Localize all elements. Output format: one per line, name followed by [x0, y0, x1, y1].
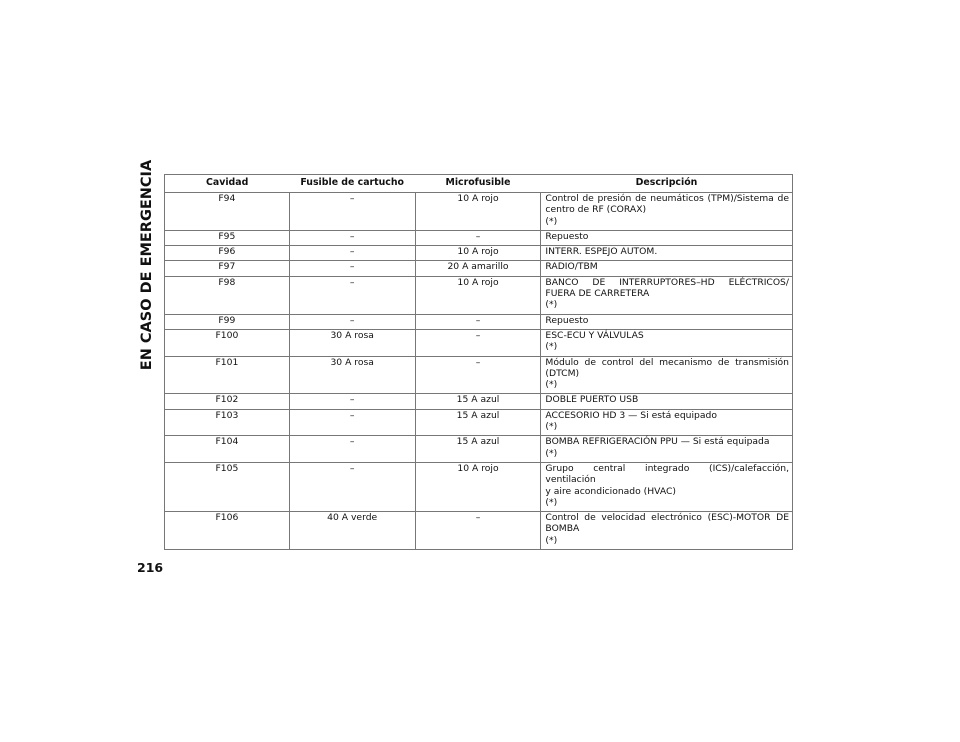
description-line: Módulo de control del mecanismo de transmisión [545, 356, 789, 368]
table-row [165, 394, 793, 409]
table-header-row [165, 175, 793, 193]
cell-micro-fuse: – [415, 512, 541, 550]
cell-cavity: F106 [165, 512, 290, 550]
description-line: BANCO DE INTERRUPTORES–HD ELÉCTRICOS/ [545, 276, 789, 288]
cell-micro-fuse: 10 A rojo [415, 246, 541, 261]
description-line: RADIO/TBM [545, 261, 598, 273]
cell-cavity: F104 [165, 436, 290, 463]
cell-cartridge-fuse: – [289, 314, 415, 329]
cell-description [541, 356, 793, 394]
cell-description [541, 436, 793, 463]
cell-cartridge-fuse: – [289, 394, 415, 409]
cell-cartridge-fuse: – [289, 409, 415, 436]
description-line: Repuesto [545, 230, 589, 242]
description-line: (*) [545, 215, 558, 227]
description-line: ACCESORIO HD 3 — Si está equipado [545, 409, 717, 421]
table-row [165, 261, 793, 276]
table-row [165, 512, 793, 550]
cell-cartridge-fuse: – [289, 436, 415, 463]
description-line: FUERA DE CARRETERA [545, 288, 650, 300]
cell-cartridge-fuse: – [289, 462, 415, 511]
table-row [165, 356, 793, 394]
cell-description [541, 512, 793, 550]
cell-description [541, 230, 793, 245]
cell-description [541, 246, 793, 261]
fuse-table [164, 174, 793, 550]
cell-cavity: F95 [165, 230, 290, 245]
cell-cartridge-fuse: 30 A rosa [289, 356, 415, 394]
description-line: Control de presión de neumáticos (TPM)/Sistema de [545, 193, 789, 204]
cell-description [541, 409, 793, 436]
cell-cavity: F99 [165, 314, 290, 329]
cell-micro-fuse: – [415, 314, 541, 329]
cell-micro-fuse: 15 A azul [415, 436, 541, 463]
cell-cartridge-fuse: – [289, 246, 415, 261]
cell-cavity: F102 [165, 394, 290, 409]
cell-cavity: F101 [165, 356, 290, 394]
description-line: (*) [545, 496, 558, 508]
description-line: Control de velocidad electrónico (ESC)-MOTOR DE [545, 512, 789, 524]
section-side-title [134, 159, 160, 371]
cell-micro-fuse: 10 A rojo [415, 276, 541, 314]
cell-cavity: F98 [165, 276, 290, 314]
description-line: (*) [545, 341, 558, 353]
cell-cavity: F105 [165, 462, 290, 511]
cell-cartridge-fuse: – [289, 276, 415, 314]
table-row [165, 314, 793, 329]
cell-description [541, 462, 793, 511]
cell-cartridge-fuse: – [289, 230, 415, 245]
cell-description [541, 394, 793, 409]
table-row [165, 276, 793, 314]
description-line: INTERR. ESPEJO AUTOM. [545, 246, 658, 258]
table-row [165, 462, 793, 511]
description-line: ESC-ECU Y VÁLVULAS [545, 329, 644, 341]
description-line: (*) [545, 299, 558, 311]
cell-cavity: F97 [165, 261, 290, 276]
header-micro-fuse: Microfusible [415, 175, 541, 193]
table-row [165, 329, 793, 356]
cell-cavity: F100 [165, 329, 290, 356]
header-description: Descripción [541, 175, 793, 193]
description-line: BOMBA REFRIGERACIÓN PPU — Si está equipada [545, 436, 770, 448]
description-line: (*) [545, 534, 558, 546]
cell-cartridge-fuse: – [289, 193, 415, 231]
table-row [165, 246, 793, 261]
section-title-text: EN CASO DE EMERGENCIA [139, 159, 155, 371]
description-line: (*) [545, 447, 558, 459]
description-line: (*) [545, 421, 558, 433]
cell-micro-fuse: – [415, 356, 541, 394]
cell-cavity: F103 [165, 409, 290, 436]
table-row [165, 230, 793, 245]
cell-micro-fuse: 15 A azul [415, 394, 541, 409]
cell-cartridge-fuse: – [289, 261, 415, 276]
cell-description [541, 276, 793, 314]
cell-micro-fuse: – [415, 329, 541, 356]
cell-description [541, 329, 793, 356]
description-line: centro de RF (CORAX) [545, 204, 647, 216]
cell-micro-fuse: 20 A amarillo [415, 261, 541, 276]
header-cavity: Cavidad [165, 175, 290, 193]
page-number: 216 [137, 560, 164, 575]
table-row [165, 436, 793, 463]
description-line: DOBLE PUERTO USB [545, 394, 639, 406]
description-line: Grupo central integrado (ICS)/calefacción, ventilación [545, 462, 789, 486]
cell-cartridge-fuse: 30 A rosa [289, 329, 415, 356]
description-line: y aire acondicionado (HVAC) [545, 485, 676, 497]
description-line: Repuesto [545, 314, 589, 326]
cell-micro-fuse: 10 A rojo [415, 462, 541, 511]
cell-cartridge-fuse: 40 A verde [289, 512, 415, 550]
description-line: (DTCM) [545, 367, 580, 379]
table-row [165, 193, 793, 231]
cell-micro-fuse: 10 A rojo [415, 193, 541, 231]
cell-cavity: F96 [165, 246, 290, 261]
description-line: (*) [545, 379, 558, 391]
cell-description [541, 261, 793, 276]
header-cartridge-fuse: Fusible de cartucho [289, 175, 415, 193]
table-row [165, 409, 793, 436]
cell-micro-fuse: 15 A azul [415, 409, 541, 436]
cell-cavity: F94 [165, 193, 290, 231]
cell-micro-fuse: – [415, 230, 541, 245]
description-line: BOMBA [545, 523, 580, 535]
cell-description [541, 193, 793, 231]
cell-description [541, 314, 793, 329]
